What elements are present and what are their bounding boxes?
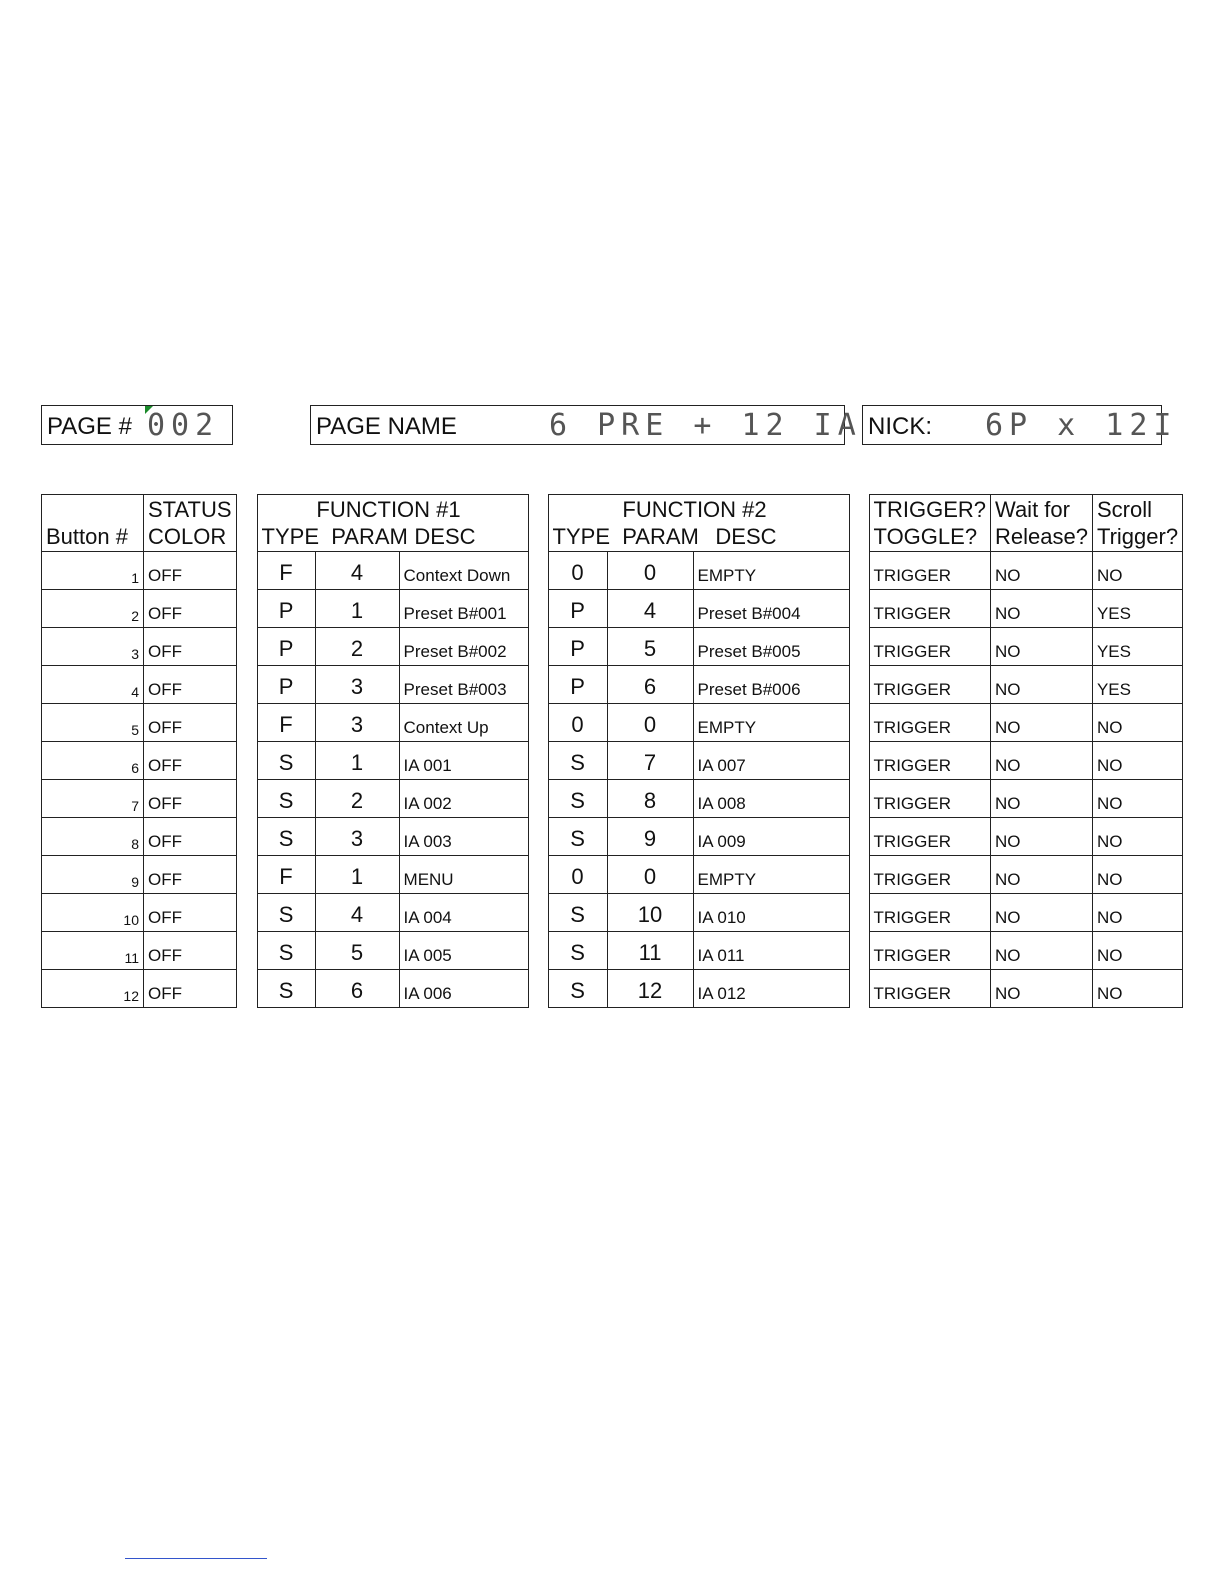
scroll-trigger-cell[interactable]: NO (1092, 780, 1182, 818)
button-number[interactable]: 2 (42, 590, 144, 628)
function1-desc-cell[interactable]: IA 003 (399, 818, 528, 856)
scroll-trigger-cell[interactable]: YES (1092, 590, 1182, 628)
nick-value[interactable]: 6P x 12I (985, 408, 1178, 443)
trigger-toggle-cell[interactable]: TRIGGER (869, 932, 990, 970)
spacer (849, 894, 869, 932)
table-row (42, 856, 1183, 894)
spacer (528, 856, 548, 894)
function2-type-cell[interactable]: S (548, 970, 607, 1008)
function2-param-cell[interactable]: 6 (607, 666, 693, 704)
function2-type-cell[interactable]: S (548, 818, 607, 856)
button-number[interactable]: 8 (42, 818, 144, 856)
function1-type-cell[interactable]: P (257, 590, 315, 628)
function1-type-cell[interactable]: S (257, 894, 315, 932)
wait-release-cell[interactable]: NO (991, 666, 1093, 704)
button-number[interactable]: 4 (42, 666, 144, 704)
scroll-trigger-cell[interactable]: NO (1092, 742, 1182, 780)
function2-desc-cell[interactable]: IA 012 (693, 970, 849, 1008)
button-number[interactable]: 9 (42, 856, 144, 894)
function2-param-cell[interactable]: 5 (607, 628, 693, 666)
spacer (236, 552, 257, 590)
spacer (528, 932, 548, 970)
function2-param-cell[interactable]: 12 (607, 970, 693, 1008)
function2-param-cell[interactable]: 9 (607, 818, 693, 856)
function2-type-cell[interactable]: S (548, 742, 607, 780)
spacer (236, 818, 257, 856)
spacer (236, 590, 257, 628)
wait-release-cell[interactable]: NO (991, 894, 1093, 932)
trigger-toggle-cell[interactable]: TRIGGER (869, 856, 990, 894)
function2-type-cell[interactable]: S (548, 894, 607, 932)
trigger-toggle-cell[interactable]: TRIGGER (869, 704, 990, 742)
footer-link-underline (125, 1558, 267, 1559)
wait-release-cell[interactable]: NO (991, 628, 1093, 666)
function1-type-cell[interactable]: F (257, 552, 315, 590)
function2-param-cell[interactable]: 0 (607, 704, 693, 742)
scroll-trigger-cell[interactable]: NO (1092, 970, 1182, 1008)
trigger-toggle-cell[interactable]: TRIGGER (869, 742, 990, 780)
function1-param-cell[interactable]: 6 (315, 970, 399, 1008)
wait-release-cell[interactable]: NO (991, 970, 1093, 1008)
spacer (528, 780, 548, 818)
function2-desc-cell[interactable]: Preset B#004 (693, 590, 849, 628)
function2-param-cell[interactable]: 8 (607, 780, 693, 818)
function1-type-cell[interactable]: P (257, 666, 315, 704)
status-color-cell[interactable]: OFF (144, 590, 237, 628)
header-function-2: FUNCTION #2 TYPE PARAM DESC (548, 495, 849, 552)
page-number-value[interactable]: 002 (147, 408, 220, 443)
spacer (236, 495, 257, 552)
nick-label: NICK: (868, 413, 933, 440)
spacer (849, 666, 869, 704)
spacer (528, 894, 548, 932)
trigger-toggle-cell[interactable]: TRIGGER (869, 590, 990, 628)
function2-param-cell[interactable]: 11 (607, 932, 693, 970)
spacer (528, 970, 548, 1008)
button-number[interactable]: 5 (42, 704, 144, 742)
wait-release-cell[interactable]: NO (991, 780, 1093, 818)
spacer (849, 780, 869, 818)
function1-type-cell[interactable]: S (257, 970, 315, 1008)
scroll-trigger-cell[interactable]: NO (1092, 932, 1182, 970)
spacer (236, 932, 257, 970)
function1-desc-cell[interactable]: Preset B#003 (399, 666, 528, 704)
button-number[interactable]: 7 (42, 780, 144, 818)
spacer (849, 590, 869, 628)
spacer (528, 628, 548, 666)
function1-desc-cell[interactable]: Preset B#001 (399, 590, 528, 628)
status-color-cell[interactable]: OFF (144, 704, 237, 742)
function1-desc-cell[interactable]: Context Up (399, 704, 528, 742)
scroll-trigger-cell[interactable]: YES (1092, 666, 1182, 704)
status-color-cell[interactable]: OFF (144, 818, 237, 856)
trigger-toggle-cell[interactable]: TRIGGER (869, 818, 990, 856)
trigger-toggle-cell[interactable]: TRIGGER (869, 552, 990, 590)
table-row (42, 932, 1183, 970)
button-number[interactable]: 11 (42, 932, 144, 970)
trigger-toggle-cell[interactable]: TRIGGER (869, 894, 990, 932)
function1-param-cell[interactable]: 3 (315, 704, 399, 742)
function2-type-cell[interactable]: 0 (548, 704, 607, 742)
status-color-cell[interactable]: OFF (144, 970, 237, 1008)
function2-desc-cell[interactable]: IA 008 (693, 780, 849, 818)
function2-type-cell[interactable]: P (548, 628, 607, 666)
wait-release-cell[interactable]: NO (991, 932, 1093, 970)
scroll-trigger-cell[interactable]: NO (1092, 818, 1182, 856)
function2-type-cell[interactable]: P (548, 666, 607, 704)
function2-param-cell[interactable]: 0 (607, 552, 693, 590)
function2-type-cell[interactable]: 0 (548, 552, 607, 590)
wait-release-cell[interactable]: NO (991, 818, 1093, 856)
page-name-value[interactable]: 6 PRE + 12 IA (549, 408, 862, 443)
table-row (42, 704, 1183, 742)
function1-desc-cell[interactable]: Preset B#002 (399, 628, 528, 666)
status-color-cell[interactable]: OFF (144, 932, 237, 970)
header-trigger-toggle: TRIGGER? TOGGLE? (869, 495, 990, 552)
button-number[interactable]: 6 (42, 742, 144, 780)
status-color-cell[interactable]: OFF (144, 552, 237, 590)
function1-desc-cell[interactable]: MENU (399, 856, 528, 894)
spacer (528, 552, 548, 590)
button-number[interactable]: 10 (42, 894, 144, 932)
trigger-toggle-cell[interactable]: TRIGGER (869, 970, 990, 1008)
status-color-cell[interactable]: OFF (144, 628, 237, 666)
page-number-label: PAGE # (47, 413, 132, 440)
header-function-1: FUNCTION #1 TYPE PARAM DESC (257, 495, 528, 552)
spacer (236, 704, 257, 742)
spacer (236, 628, 257, 666)
function2-desc-cell[interactable]: Preset B#005 (693, 628, 849, 666)
scroll-trigger-cell[interactable]: NO (1092, 894, 1182, 932)
function2-desc-cell[interactable]: EMPTY (693, 856, 849, 894)
scroll-trigger-cell[interactable]: NO (1092, 856, 1182, 894)
function2-param-cell[interactable]: 0 (607, 856, 693, 894)
status-color-cell[interactable]: OFF (144, 894, 237, 932)
table-row (42, 590, 1183, 628)
function1-param-cell[interactable]: 5 (315, 932, 399, 970)
function1-type-cell[interactable]: F (257, 856, 315, 894)
function1-param-cell[interactable]: 4 (315, 894, 399, 932)
function2-desc-cell[interactable]: EMPTY (693, 704, 849, 742)
spacer (528, 818, 548, 856)
header-scroll-trigger: Scroll Trigger? (1092, 495, 1182, 552)
function2-param-cell[interactable]: 7 (607, 742, 693, 780)
function1-param-cell[interactable]: 3 (315, 666, 399, 704)
function2-desc-cell[interactable]: IA 010 (693, 894, 849, 932)
function1-param-cell[interactable]: 3 (315, 818, 399, 856)
header-wait-release: Wait for Release? (991, 495, 1093, 552)
page-name-label: PAGE NAME (316, 413, 457, 440)
function2-desc-cell[interactable]: Preset B#006 (693, 666, 849, 704)
spacer (849, 495, 869, 552)
function2-desc-cell[interactable]: EMPTY (693, 552, 849, 590)
table-row (42, 628, 1183, 666)
spacer (849, 552, 869, 590)
function1-desc-cell[interactable]: Context Down (399, 552, 528, 590)
scroll-trigger-cell[interactable]: YES (1092, 628, 1182, 666)
trigger-toggle-cell[interactable]: TRIGGER (869, 780, 990, 818)
button-number[interactable]: 1 (42, 552, 144, 590)
function2-desc-cell[interactable]: IA 007 (693, 742, 849, 780)
function1-param-cell[interactable]: 1 (315, 742, 399, 780)
function1-type-cell[interactable]: S (257, 932, 315, 970)
function1-desc-cell[interactable]: IA 001 (399, 742, 528, 780)
button-number[interactable]: 12 (42, 970, 144, 1008)
table-row (42, 552, 1183, 590)
function2-param-cell[interactable]: 4 (607, 590, 693, 628)
wait-release-cell[interactable]: NO (991, 704, 1093, 742)
function1-param-cell[interactable]: 1 (315, 856, 399, 894)
spacer (849, 628, 869, 666)
status-color-cell[interactable]: OFF (144, 856, 237, 894)
spacer (236, 780, 257, 818)
spacer (528, 495, 548, 552)
wait-release-cell[interactable]: NO (991, 590, 1093, 628)
function1-param-cell[interactable]: 4 (315, 552, 399, 590)
spacer (849, 742, 869, 780)
status-color-cell[interactable]: OFF (144, 742, 237, 780)
wait-release-cell[interactable]: NO (991, 856, 1093, 894)
wait-release-cell[interactable]: NO (991, 742, 1093, 780)
function1-param-cell[interactable]: 2 (315, 628, 399, 666)
function1-desc-cell[interactable]: IA 005 (399, 932, 528, 970)
spacer (849, 856, 869, 894)
spacer (236, 666, 257, 704)
function2-type-cell[interactable]: S (548, 780, 607, 818)
status-color-cell[interactable]: OFF (144, 666, 237, 704)
spacer (236, 742, 257, 780)
button-number[interactable]: 3 (42, 628, 144, 666)
spacer (236, 894, 257, 932)
status-color-cell[interactable]: OFF (144, 780, 237, 818)
table-row (42, 666, 1183, 704)
function1-param-cell[interactable]: 2 (315, 780, 399, 818)
scroll-trigger-cell[interactable]: NO (1092, 552, 1182, 590)
function1-type-cell[interactable]: S (257, 780, 315, 818)
function2-desc-cell[interactable]: IA 011 (693, 932, 849, 970)
trigger-toggle-cell[interactable]: TRIGGER (869, 666, 990, 704)
function2-type-cell[interactable]: 0 (548, 856, 607, 894)
function2-type-cell[interactable]: S (548, 932, 607, 970)
function2-type-cell[interactable]: P (548, 590, 607, 628)
table-header-row (42, 495, 1183, 552)
spacer (236, 970, 257, 1008)
function1-type-cell[interactable]: S (257, 742, 315, 780)
function1-desc-cell[interactable]: IA 004 (399, 894, 528, 932)
function1-desc-cell[interactable]: IA 002 (399, 780, 528, 818)
function1-param-cell[interactable]: 1 (315, 590, 399, 628)
spacer (849, 818, 869, 856)
spacer (528, 742, 548, 780)
spacer (849, 970, 869, 1008)
table-row (42, 780, 1183, 818)
function1-type-cell[interactable]: F (257, 704, 315, 742)
header-button: Button # (42, 495, 144, 552)
spacer (528, 704, 548, 742)
trigger-toggle-cell[interactable]: TRIGGER (869, 628, 990, 666)
spacer (236, 856, 257, 894)
table-row (42, 970, 1183, 1008)
function1-desc-cell[interactable]: IA 006 (399, 970, 528, 1008)
function1-type-cell[interactable]: P (257, 628, 315, 666)
function1-type-cell[interactable]: S (257, 818, 315, 856)
table-row (42, 742, 1183, 780)
table-row (42, 818, 1183, 856)
spacer (528, 590, 548, 628)
spacer (849, 704, 869, 742)
table-row (42, 894, 1183, 932)
header-status-color: STATUS COLOR (144, 495, 237, 552)
function2-param-cell[interactable]: 10 (607, 894, 693, 932)
spacer (849, 932, 869, 970)
button-config-table (41, 494, 1183, 1008)
wait-release-cell[interactable]: NO (991, 552, 1093, 590)
spacer (528, 666, 548, 704)
function2-desc-cell[interactable]: IA 009 (693, 818, 849, 856)
scroll-trigger-cell[interactable]: NO (1092, 704, 1182, 742)
